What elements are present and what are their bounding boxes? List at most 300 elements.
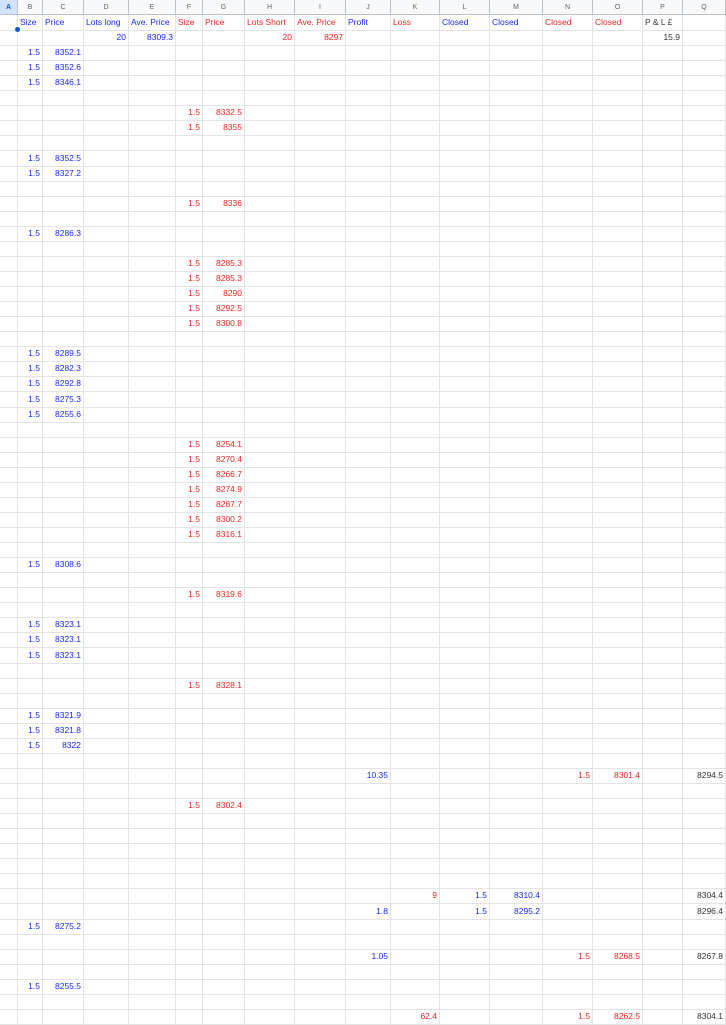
- value-cell-q[interactable]: 8294.5: [683, 768, 726, 784]
- cell[interactable]: [643, 467, 683, 483]
- cell[interactable]: [543, 557, 593, 573]
- cell[interactable]: [84, 346, 129, 362]
- cell[interactable]: [176, 617, 203, 633]
- value-cell-f[interactable]: 1.5: [176, 286, 203, 302]
- cell[interactable]: [203, 964, 245, 980]
- cell[interactable]: [0, 632, 18, 648]
- cell[interactable]: [203, 843, 245, 859]
- header-cell-b[interactable]: Size: [18, 15, 43, 31]
- cell[interactable]: [391, 542, 440, 558]
- cell[interactable]: [683, 286, 726, 302]
- value-cell-c[interactable]: 8323.1: [43, 632, 84, 648]
- cell[interactable]: [643, 211, 683, 227]
- cell[interactable]: [245, 572, 295, 588]
- cell[interactable]: [245, 813, 295, 829]
- header-cell-o[interactable]: Closed: [593, 15, 643, 31]
- cell[interactable]: [18, 572, 43, 588]
- cell[interactable]: [295, 105, 346, 121]
- cell[interactable]: [203, 422, 245, 438]
- cell[interactable]: [176, 572, 203, 588]
- cell[interactable]: [245, 135, 295, 151]
- cell[interactable]: [490, 798, 543, 814]
- cell[interactable]: [346, 331, 391, 347]
- cell[interactable]: [543, 873, 593, 889]
- cell[interactable]: [543, 708, 593, 724]
- cell[interactable]: [683, 45, 726, 61]
- cell[interactable]: [176, 166, 203, 182]
- cell[interactable]: [391, 527, 440, 543]
- cell[interactable]: [18, 587, 43, 603]
- cell[interactable]: [129, 60, 176, 76]
- cell[interactable]: [543, 120, 593, 136]
- cell[interactable]: [0, 753, 18, 769]
- value-cell-b[interactable]: 1.5: [18, 60, 43, 76]
- cell[interactable]: [43, 316, 84, 332]
- cell[interactable]: [440, 30, 490, 46]
- cell[interactable]: [18, 753, 43, 769]
- cell[interactable]: [593, 166, 643, 182]
- cell[interactable]: [643, 602, 683, 618]
- cell[interactable]: [18, 482, 43, 498]
- cell[interactable]: [84, 723, 129, 739]
- cell[interactable]: [176, 422, 203, 438]
- value-cell-g[interactable]: 8290: [203, 286, 245, 302]
- header-cell-h[interactable]: Lots Short: [245, 15, 295, 31]
- cell[interactable]: [643, 542, 683, 558]
- cell[interactable]: [490, 271, 543, 287]
- cell[interactable]: [245, 105, 295, 121]
- cell[interactable]: [129, 753, 176, 769]
- cell[interactable]: [683, 753, 726, 769]
- cell[interactable]: [43, 858, 84, 874]
- cell[interactable]: [683, 708, 726, 724]
- column-header-c[interactable]: C: [43, 0, 84, 15]
- cell[interactable]: [683, 602, 726, 618]
- cell[interactable]: [295, 316, 346, 332]
- cell[interactable]: [683, 783, 726, 799]
- cell[interactable]: [593, 919, 643, 935]
- cell[interactable]: [593, 828, 643, 844]
- cell[interactable]: [176, 768, 203, 784]
- cell[interactable]: [129, 407, 176, 423]
- cell[interactable]: [129, 422, 176, 438]
- cell[interactable]: [490, 422, 543, 438]
- cell[interactable]: [43, 497, 84, 513]
- cell[interactable]: [543, 798, 593, 814]
- cell[interactable]: [245, 587, 295, 603]
- cell[interactable]: [295, 738, 346, 754]
- cell[interactable]: [643, 888, 683, 904]
- cell[interactable]: [391, 271, 440, 287]
- cell[interactable]: [0, 813, 18, 829]
- cell[interactable]: [129, 437, 176, 453]
- cell[interactable]: [43, 452, 84, 468]
- cell[interactable]: [346, 783, 391, 799]
- cell[interactable]: [0, 467, 18, 483]
- value-cell-m[interactable]: 8295.2: [490, 904, 543, 920]
- cell[interactable]: [593, 587, 643, 603]
- cell[interactable]: [683, 813, 726, 829]
- cell[interactable]: [440, 437, 490, 453]
- cell[interactable]: [84, 828, 129, 844]
- cell[interactable]: [43, 843, 84, 859]
- cell[interactable]: [346, 316, 391, 332]
- cell[interactable]: [643, 873, 683, 889]
- cell[interactable]: [43, 798, 84, 814]
- cell[interactable]: [0, 768, 18, 784]
- cell[interactable]: [643, 1009, 683, 1025]
- cell[interactable]: [43, 753, 84, 769]
- cell[interactable]: [440, 346, 490, 362]
- cell[interactable]: [440, 708, 490, 724]
- cell[interactable]: [0, 286, 18, 302]
- cell[interactable]: [129, 166, 176, 182]
- cell[interactable]: [18, 90, 43, 106]
- cell[interactable]: [43, 964, 84, 980]
- cell[interactable]: [683, 452, 726, 468]
- cell[interactable]: [391, 30, 440, 46]
- cell[interactable]: [440, 45, 490, 61]
- cell[interactable]: [346, 708, 391, 724]
- cell[interactable]: [683, 392, 726, 408]
- cell[interactable]: [593, 648, 643, 664]
- cell[interactable]: [593, 979, 643, 995]
- cell[interactable]: [683, 407, 726, 423]
- cell[interactable]: [245, 557, 295, 573]
- cell[interactable]: [490, 527, 543, 543]
- cell[interactable]: [391, 949, 440, 965]
- cell[interactable]: [440, 979, 490, 995]
- cell[interactable]: [490, 90, 543, 106]
- cell[interactable]: [683, 723, 726, 739]
- cell[interactable]: [440, 271, 490, 287]
- cell[interactable]: [490, 376, 543, 392]
- cell[interactable]: [490, 331, 543, 347]
- cell[interactable]: [129, 105, 176, 121]
- cell[interactable]: [245, 964, 295, 980]
- cell[interactable]: [346, 30, 391, 46]
- cell[interactable]: [643, 994, 683, 1010]
- cell[interactable]: [84, 979, 129, 995]
- cell[interactable]: [84, 316, 129, 332]
- cell[interactable]: [490, 768, 543, 784]
- cell[interactable]: [543, 376, 593, 392]
- value-cell-c[interactable]: 8255.5: [43, 979, 84, 995]
- column-header-p[interactable]: P: [643, 0, 683, 15]
- cell[interactable]: [593, 482, 643, 498]
- cell[interactable]: [18, 452, 43, 468]
- cell[interactable]: [346, 60, 391, 76]
- cell[interactable]: [543, 602, 593, 618]
- cell[interactable]: [203, 723, 245, 739]
- cell[interactable]: [43, 527, 84, 543]
- cell[interactable]: [346, 632, 391, 648]
- cell[interactable]: [543, 407, 593, 423]
- cell[interactable]: [203, 888, 245, 904]
- cell[interactable]: [346, 873, 391, 889]
- cell[interactable]: [203, 90, 245, 106]
- cell[interactable]: [129, 286, 176, 302]
- cell[interactable]: [593, 437, 643, 453]
- cell[interactable]: [245, 904, 295, 920]
- cell[interactable]: [0, 648, 18, 664]
- cell[interactable]: [490, 301, 543, 317]
- cell[interactable]: [0, 843, 18, 859]
- cell[interactable]: [176, 90, 203, 106]
- value-cell-g[interactable]: 8300.8: [203, 316, 245, 332]
- cell[interactable]: [490, 723, 543, 739]
- cell[interactable]: [683, 572, 726, 588]
- cell[interactable]: [593, 663, 643, 679]
- cell[interactable]: [43, 1009, 84, 1025]
- cell[interactable]: [203, 45, 245, 61]
- cell[interactable]: [346, 392, 391, 408]
- cell[interactable]: [593, 331, 643, 347]
- cell[interactable]: [18, 904, 43, 920]
- cell[interactable]: [490, 166, 543, 182]
- cell[interactable]: [203, 346, 245, 362]
- cell[interactable]: [490, 994, 543, 1010]
- cell[interactable]: [295, 392, 346, 408]
- cell[interactable]: [391, 241, 440, 257]
- cell[interactable]: [245, 663, 295, 679]
- cell[interactable]: [18, 843, 43, 859]
- cell[interactable]: [683, 557, 726, 573]
- cell[interactable]: [346, 843, 391, 859]
- cell[interactable]: [84, 241, 129, 257]
- cell[interactable]: [245, 542, 295, 558]
- cell[interactable]: [643, 151, 683, 167]
- cell[interactable]: [43, 90, 84, 106]
- cell[interactable]: [440, 648, 490, 664]
- cell[interactable]: [490, 151, 543, 167]
- cell[interactable]: [129, 678, 176, 694]
- cell[interactable]: [203, 392, 245, 408]
- cell[interactable]: [129, 768, 176, 784]
- cell[interactable]: [176, 60, 203, 76]
- cell[interactable]: [490, 843, 543, 859]
- cell[interactable]: [43, 888, 84, 904]
- cell[interactable]: [543, 843, 593, 859]
- cell[interactable]: [683, 678, 726, 694]
- cell[interactable]: [543, 60, 593, 76]
- cell[interactable]: [295, 422, 346, 438]
- cell[interactable]: [129, 828, 176, 844]
- cell[interactable]: [295, 452, 346, 468]
- cell[interactable]: [43, 301, 84, 317]
- cell[interactable]: [18, 813, 43, 829]
- cell[interactable]: [391, 648, 440, 664]
- cell[interactable]: [245, 497, 295, 513]
- cell[interactable]: [643, 181, 683, 197]
- cell[interactable]: [0, 346, 18, 362]
- cell[interactable]: [643, 723, 683, 739]
- cell[interactable]: [643, 376, 683, 392]
- cell[interactable]: [129, 738, 176, 754]
- cell[interactable]: [18, 964, 43, 980]
- cell[interactable]: [593, 45, 643, 61]
- value-cell-f[interactable]: 1.5: [176, 271, 203, 287]
- cell[interactable]: [245, 617, 295, 633]
- cell[interactable]: [203, 211, 245, 227]
- cell[interactable]: [0, 166, 18, 182]
- cell[interactable]: [43, 813, 84, 829]
- cell[interactable]: [683, 256, 726, 272]
- cell[interactable]: [84, 964, 129, 980]
- cell[interactable]: [295, 181, 346, 197]
- cell[interactable]: [0, 392, 18, 408]
- cell[interactable]: [0, 331, 18, 347]
- cell[interactable]: [440, 964, 490, 980]
- cell[interactable]: [543, 135, 593, 151]
- cell[interactable]: [129, 196, 176, 212]
- cell[interactable]: [440, 919, 490, 935]
- cell[interactable]: [245, 60, 295, 76]
- cell[interactable]: [176, 828, 203, 844]
- cell[interactable]: [391, 708, 440, 724]
- cell[interactable]: [593, 105, 643, 121]
- cell[interactable]: [245, 994, 295, 1010]
- cell[interactable]: [295, 919, 346, 935]
- cell[interactable]: [543, 151, 593, 167]
- cell[interactable]: [593, 783, 643, 799]
- cell[interactable]: [643, 527, 683, 543]
- cell[interactable]: [176, 151, 203, 167]
- value-cell-b[interactable]: 1.5: [18, 617, 43, 633]
- cell[interactable]: [490, 617, 543, 633]
- cell[interactable]: [245, 1009, 295, 1025]
- cell[interactable]: [84, 271, 129, 287]
- cell[interactable]: [643, 422, 683, 438]
- cell[interactable]: [490, 196, 543, 212]
- cell[interactable]: [18, 301, 43, 317]
- cell[interactable]: [245, 512, 295, 528]
- cell[interactable]: [295, 587, 346, 603]
- cell[interactable]: [18, 602, 43, 618]
- cell[interactable]: [440, 407, 490, 423]
- cell[interactable]: [643, 858, 683, 874]
- cell[interactable]: [176, 542, 203, 558]
- value-cell-f[interactable]: 1.5: [176, 437, 203, 453]
- cell[interactable]: [129, 482, 176, 498]
- cell[interactable]: [391, 828, 440, 844]
- value-cell-g[interactable]: 8270.4: [203, 452, 245, 468]
- cell[interactable]: [295, 75, 346, 91]
- cell[interactable]: [295, 1009, 346, 1025]
- cell[interactable]: [391, 437, 440, 453]
- cell[interactable]: [84, 256, 129, 272]
- cell[interactable]: [129, 994, 176, 1010]
- cell[interactable]: [295, 994, 346, 1010]
- cell[interactable]: [643, 452, 683, 468]
- cell[interactable]: [593, 512, 643, 528]
- cell[interactable]: [440, 120, 490, 136]
- value-cell-j[interactable]: 1.05: [346, 949, 391, 965]
- cell[interactable]: [43, 602, 84, 618]
- cell[interactable]: [346, 90, 391, 106]
- cell[interactable]: [84, 708, 129, 724]
- cell[interactable]: [18, 316, 43, 332]
- cell[interactable]: [84, 45, 129, 61]
- cell[interactable]: [129, 934, 176, 950]
- cell[interactable]: [176, 648, 203, 664]
- cell[interactable]: [440, 241, 490, 257]
- cell[interactable]: [43, 467, 84, 483]
- value-cell-f[interactable]: 1.5: [176, 120, 203, 136]
- value-cell-b[interactable]: 1.5: [18, 979, 43, 995]
- cell[interactable]: [43, 331, 84, 347]
- cell[interactable]: [543, 587, 593, 603]
- cell[interactable]: [391, 964, 440, 980]
- cell[interactable]: [129, 45, 176, 61]
- column-header-h[interactable]: H: [245, 0, 295, 15]
- cell[interactable]: [203, 407, 245, 423]
- cell[interactable]: [346, 241, 391, 257]
- value-cell-g[interactable]: 8254.1: [203, 437, 245, 453]
- value-cell-i[interactable]: 8297: [295, 30, 346, 46]
- cell[interactable]: [203, 979, 245, 995]
- cell[interactable]: [129, 783, 176, 799]
- cell[interactable]: [176, 557, 203, 573]
- cell[interactable]: [203, 60, 245, 76]
- cell[interactable]: [295, 843, 346, 859]
- cell[interactable]: [176, 994, 203, 1010]
- cell[interactable]: [593, 557, 643, 573]
- value-cell-c[interactable]: 8321.8: [43, 723, 84, 739]
- value-cell-b[interactable]: 1.5: [18, 151, 43, 167]
- cell[interactable]: [295, 527, 346, 543]
- cell[interactable]: [593, 964, 643, 980]
- cell[interactable]: [440, 105, 490, 121]
- value-cell-c[interactable]: 8321.9: [43, 708, 84, 724]
- column-header-k[interactable]: K: [391, 0, 440, 15]
- cell[interactable]: [440, 256, 490, 272]
- cell[interactable]: [129, 527, 176, 543]
- cell[interactable]: [295, 873, 346, 889]
- value-cell-f[interactable]: 1.5: [176, 798, 203, 814]
- cell[interactable]: [593, 361, 643, 377]
- column-header-e[interactable]: E: [129, 0, 176, 15]
- cell[interactable]: [129, 256, 176, 272]
- cell[interactable]: [0, 90, 18, 106]
- column-header-a[interactable]: A: [0, 0, 18, 15]
- cell[interactable]: [18, 241, 43, 257]
- cell[interactable]: [129, 723, 176, 739]
- cell[interactable]: [593, 497, 643, 513]
- cell[interactable]: [490, 979, 543, 995]
- cell[interactable]: [0, 226, 18, 242]
- header-cell-e[interactable]: Ave. Price: [129, 15, 176, 31]
- cell[interactable]: [18, 181, 43, 197]
- cell[interactable]: [346, 482, 391, 498]
- cell[interactable]: [43, 105, 84, 121]
- cell[interactable]: [440, 753, 490, 769]
- cell[interactable]: [84, 648, 129, 664]
- cell[interactable]: [543, 964, 593, 980]
- cell[interactable]: [643, 90, 683, 106]
- cell[interactable]: [43, 904, 84, 920]
- cell[interactable]: [295, 256, 346, 272]
- cell[interactable]: [643, 75, 683, 91]
- cell[interactable]: [129, 557, 176, 573]
- cell[interactable]: [490, 60, 543, 76]
- cell[interactable]: [346, 602, 391, 618]
- cell[interactable]: [295, 482, 346, 498]
- cell[interactable]: [176, 602, 203, 618]
- cell[interactable]: [593, 572, 643, 588]
- cell[interactable]: [245, 783, 295, 799]
- cell[interactable]: [543, 678, 593, 694]
